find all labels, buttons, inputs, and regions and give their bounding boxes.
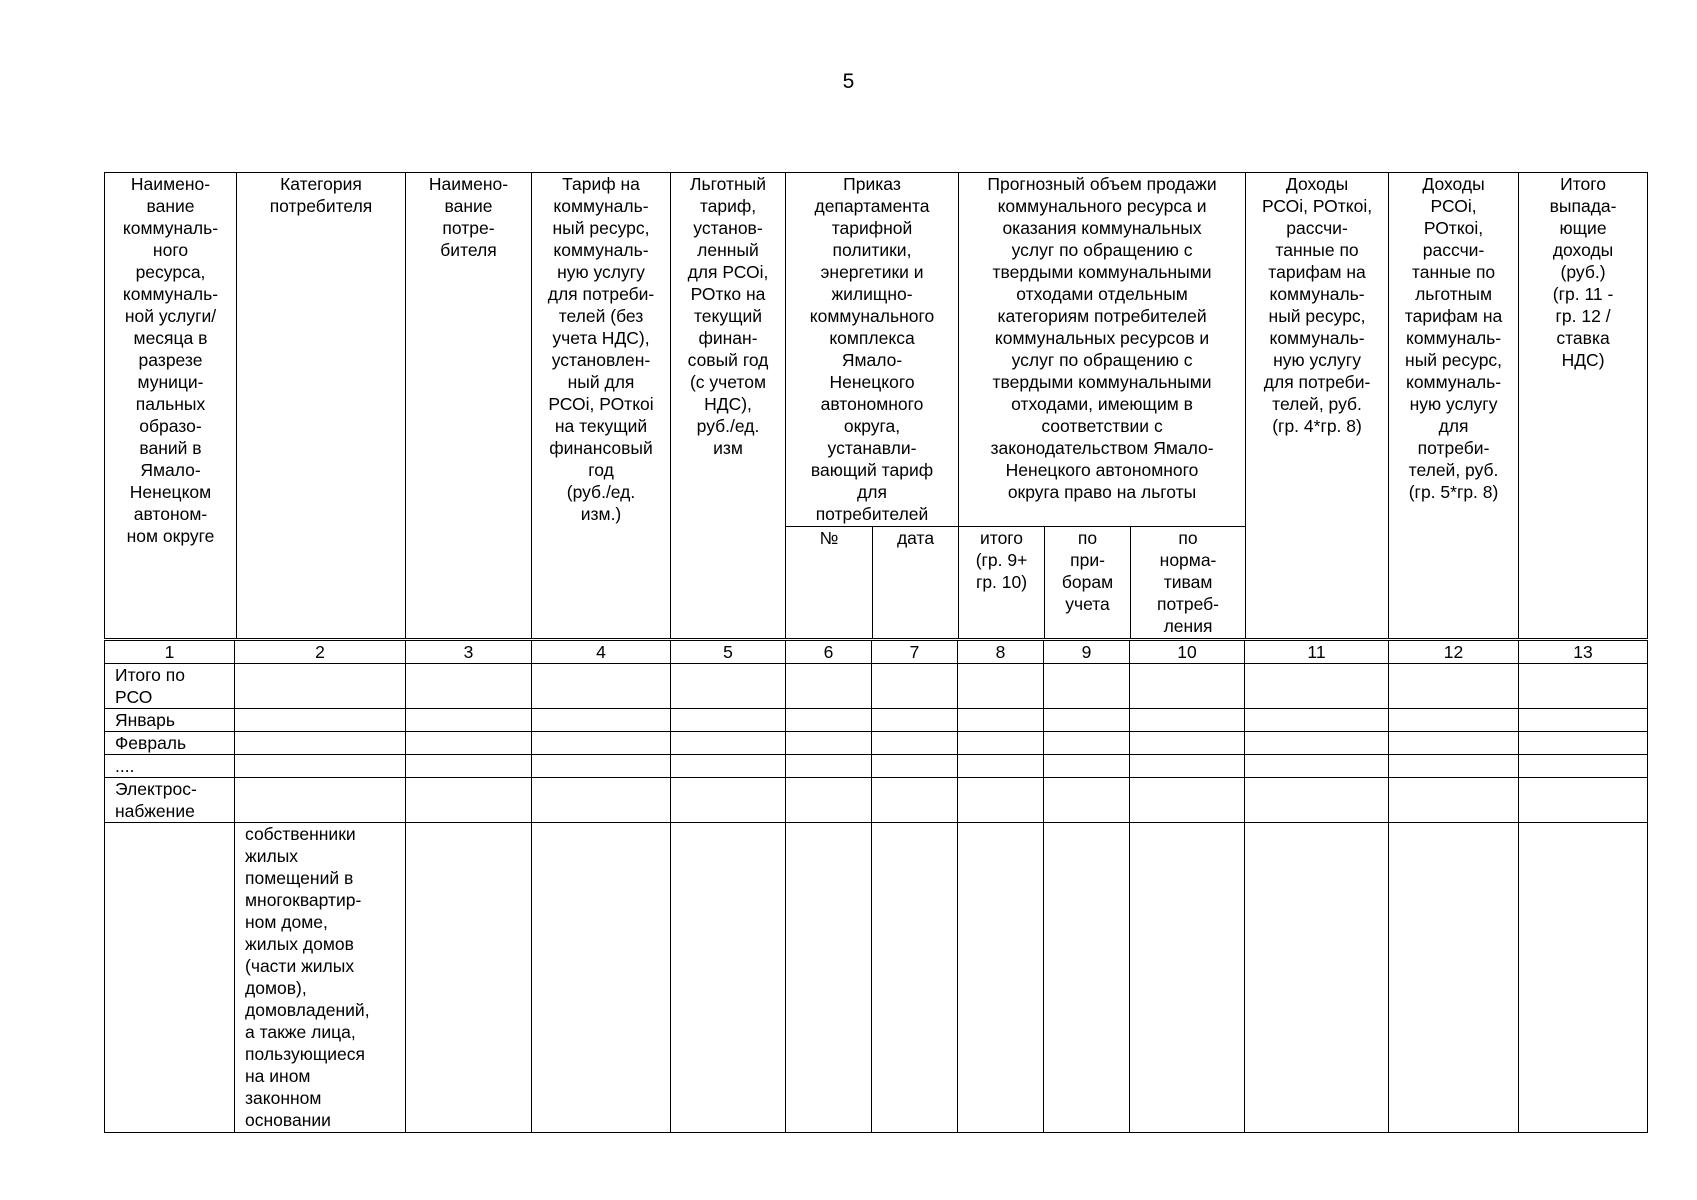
header-preferential-tariff: Льготный тариф, установ- ленный для РСОi, РОтко на текущий финан- совый год (с учетом НДС), руб./ед. изм [671,173,786,639]
header-forecast-volume: Прогнозный объем продажи коммунального ресурса и оказания коммунальных услуг по обращению с твердыми коммунальными отходами отдельным категориям потребителей коммунальных ресурсов и услуг по обращению с твердыми коммунальными отходами, имеющим в соответствии с законодательством Ямало- Ненецкого автономного округа право на льготы [959,173,1246,527]
column-number: 4 [532,641,671,664]
column-number: 10 [1130,641,1245,664]
header-consumer-category: Категория потребителя [237,173,406,639]
page-number: 5 [842,70,855,93]
header-income-tariff: Доходы РСОi, РОткоi, рассчи- танные по тарифам на коммуналь- ный ресурс, коммуналь- ную услугу для потреби- телей, руб. (гр. 4*гр. 8) [1246,173,1389,639]
row-label-ellipsis: .... [105,755,235,778]
column-number: 5 [671,641,786,664]
header-order: Приказ департамента тарифной политики, энергетики и жилищно- коммунального комплекса Ямало- Ненецкого автономного округа, устанавли- вающий тариф для потребителей [786,173,959,527]
header-volume-total: итого (гр. 9+ гр. 10) [959,527,1045,639]
header-lost-income: Итого выпада- ющие доходы (руб.) (гр. 11 - гр. 12 / ставка НДС) [1519,173,1648,639]
column-number: 3 [406,641,532,664]
column-number: 2 [235,641,406,664]
column-number: 9 [1044,641,1130,664]
column-number: 13 [1519,641,1648,664]
header-tariff: Тариф на коммуналь- ный ресурс, коммуналь- ную услугу для потреби- телей (без учета НДС), установлен- ный для РСОi, РОткоi на текущий финансовый год (руб./ед. изм.) [532,173,671,639]
column-number: 7 [872,641,958,664]
row-label-total: Итого по РСО [105,664,235,709]
column-number: 6 [786,641,872,664]
row-label-january: Январь [105,709,235,732]
consumer-category-cell: собственники жилых помещений в многоквартир- ном доме, жилых домов (части жилых домов), домовладений, а также лица, пользующиеся на ином законном основании [235,823,406,1133]
header-volume-norms: по норма- тивам потреб- ления [1131,527,1246,639]
column-number: 12 [1389,641,1519,664]
column-number: 8 [958,641,1044,664]
table-row [105,709,1648,732]
column-number: 11 [1245,641,1389,664]
table-row [105,823,1648,1133]
header-table [104,172,1648,639]
body-table [104,640,1648,1133]
column-numbers-row [105,641,1648,664]
header-consumer-name: Наимено- вание потре- бителя [406,173,532,639]
table-row [105,778,1648,823]
table-row [105,732,1648,755]
table-row [105,664,1648,709]
column-number: 1 [105,641,235,664]
header-order-date: дата [873,527,959,639]
row-label-electricity: Электрос- набжение [105,778,235,823]
header-resource-name: Наимено- вание коммуналь- ного ресурса, коммуналь- ной услуги/ месяца в разрезе муници- пальных образо- ваний в Ямало- Ненецком автоном- ном округе [105,173,237,639]
table-row [105,755,1648,778]
header-order-number: № [786,527,873,639]
header-income-preferential: Доходы РСОi, РОткоi, рассчи- танные по льготным тарифам на коммуналь- ный ресурс, коммуналь- ную услугу для потреби- телей, руб. (гр. 5*гр. 8) [1389,173,1519,639]
header-volume-meters: по при- борам учета [1045,527,1131,639]
row-label-february: Февраль [105,732,235,755]
